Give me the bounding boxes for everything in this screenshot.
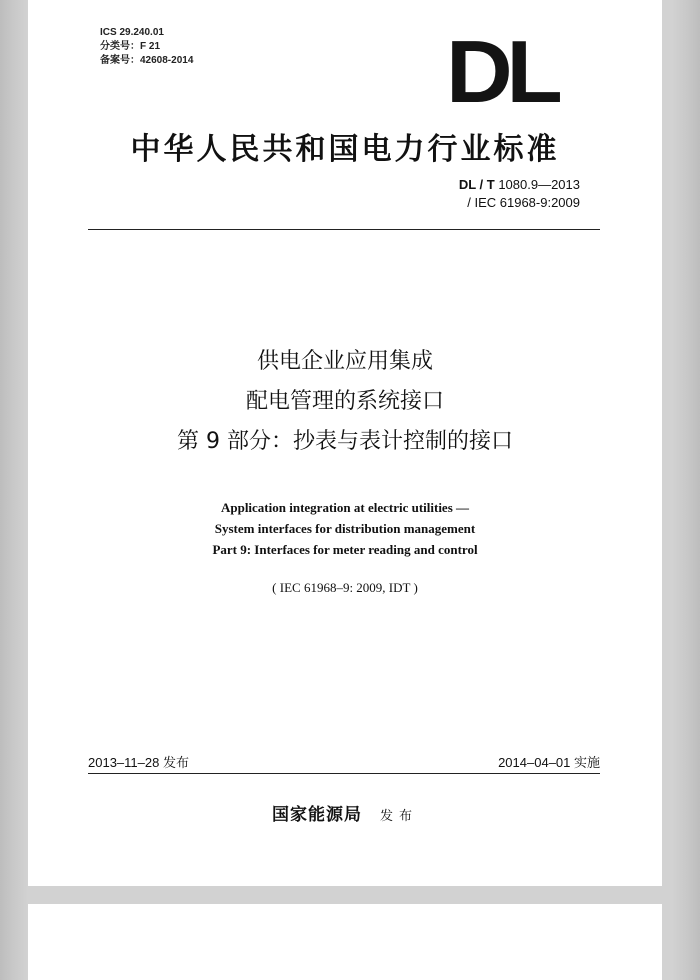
top-divider: [88, 229, 600, 230]
record-number: 备案号：42608-2014: [100, 55, 194, 66]
chinese-title-line-1: 供电企业应用集成: [256, 349, 433, 374]
cover-page: [28, 0, 662, 886]
dl-code-number: 1080.9—2013: [498, 177, 580, 192]
standard-series-title: 中华人民共和国电力行业标准: [130, 132, 560, 167]
english-title-line-3: Part 9: Interfaces for meter reading and control: [212, 542, 478, 557]
standard-codes: [459, 176, 580, 212]
english-title: [28, 497, 662, 560]
publisher-organization: 国家能源局: [271, 805, 362, 825]
dl-code-prefix: DL / T: [458, 177, 495, 192]
issue-date: 2013–11–28 发布: [88, 755, 189, 770]
english-title-line-2: System interfaces for distribution management: [214, 521, 476, 536]
chinese-title: [28, 342, 662, 462]
effective-date: 2014–04–01 实施: [498, 755, 600, 770]
bottom-divider: [88, 773, 600, 774]
chinese-title-line-2: 配电管理的系统接口: [245, 389, 444, 414]
chinese-title-line-3: 第 9 部分：抄表与表计控制的接口: [177, 429, 513, 454]
standard-metadata: [100, 26, 193, 68]
dl-logo: DL: [446, 22, 557, 121]
publisher-line: [28, 800, 662, 825]
classification-number: 分类号：F 21: [100, 41, 161, 52]
english-title-line-1: Application integration at electric utilities —: [220, 500, 470, 515]
dl-code-line: [459, 176, 580, 194]
adoption-note: ( IEC 61968–9: 2009, IDT ): [272, 580, 418, 595]
next-page: [28, 904, 662, 980]
ics-code: ICS 29.240.01: [100, 27, 164, 38]
publisher-action: 发布: [379, 809, 418, 824]
iec-code-line: / IEC 61968-9:2009: [467, 195, 580, 210]
